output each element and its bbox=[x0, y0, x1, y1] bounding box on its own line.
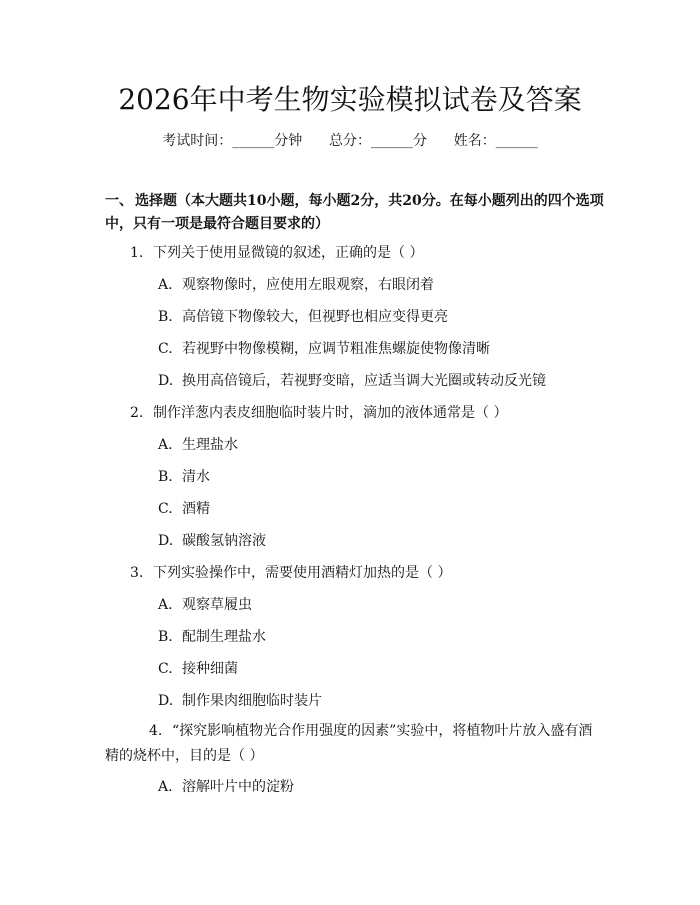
option-text: 溶解叶片中的淀粉 bbox=[182, 779, 294, 795]
question-number: 2. bbox=[130, 405, 144, 421]
option-label: A. bbox=[158, 437, 173, 453]
option-2c bbox=[158, 498, 598, 520]
option-2a bbox=[158, 434, 598, 456]
section-heading-text: 选择题（本大题共10小题，每小题2分，共20分。在每小题列出的四个选项中，只有一项是最符合题目要求的） bbox=[105, 193, 604, 232]
option-text: 配制生理盐水 bbox=[182, 629, 266, 645]
question-number: 4. bbox=[149, 723, 163, 739]
option-text: 接种细菌 bbox=[182, 661, 238, 677]
question-text: 下列关于使用显微镜的叙述，正确的是（ ） bbox=[153, 245, 424, 261]
option-label: A. bbox=[158, 277, 173, 293]
option-3d bbox=[158, 690, 598, 712]
option-label: A. bbox=[158, 779, 173, 795]
question-text: 制作洋葱内表皮细胞临时装片时，滴加的液体通常是（ ） bbox=[153, 405, 508, 421]
option-text: 观察草履虫 bbox=[182, 597, 252, 613]
question-3 bbox=[105, 561, 605, 586]
option-3c bbox=[158, 658, 598, 680]
option-4a bbox=[158, 776, 598, 798]
option-3b bbox=[158, 626, 598, 648]
question-2 bbox=[105, 401, 605, 426]
exam-info-line: 考试时间：______分钟 总分：______分 姓名：______ bbox=[162, 133, 538, 149]
option-2b bbox=[158, 466, 598, 488]
question-number: 3. bbox=[130, 565, 144, 581]
option-label: D. bbox=[158, 533, 174, 549]
option-text: 若视野中物像模糊，应调节粗准焦螺旋使物像清晰 bbox=[182, 341, 490, 357]
section-number: 一、 bbox=[105, 193, 133, 209]
option-label: B. bbox=[158, 629, 173, 645]
option-1d bbox=[158, 370, 598, 392]
option-text: 生理盐水 bbox=[182, 437, 238, 453]
option-label: C. bbox=[158, 501, 173, 517]
option-label: B. bbox=[158, 309, 173, 325]
option-text: 观察物像时，应使用左眼观察，右眼闭着 bbox=[182, 277, 434, 293]
option-text: 制作果肉细胞临时装片 bbox=[182, 693, 322, 709]
page-title: 2026年中考生物实验模拟试卷及答案 bbox=[118, 83, 582, 116]
option-label: C. bbox=[158, 661, 173, 677]
option-1c bbox=[158, 338, 598, 360]
option-label: C. bbox=[158, 341, 173, 357]
question-4 bbox=[105, 719, 605, 769]
question-number: 1. bbox=[130, 245, 144, 261]
option-text: 清水 bbox=[182, 469, 210, 485]
option-1a bbox=[158, 274, 598, 296]
question-1 bbox=[105, 241, 605, 266]
question-text: “探究影响植物光合作用强度的因素”实验中，将植物叶片放入盛有酒精的烧杯中，目的是（ ） bbox=[105, 723, 593, 764]
option-text: 碳酸氢钠溶液 bbox=[182, 533, 266, 549]
option-text: 换用高倍镜后，若视野变暗，应适当调大光圈或转动反光镜 bbox=[182, 373, 546, 389]
option-text: 酒精 bbox=[182, 501, 210, 517]
option-label: A. bbox=[158, 597, 173, 613]
option-1b bbox=[158, 306, 598, 328]
option-text: 高倍镜下物像较大，但视野也相应变得更亮 bbox=[182, 309, 448, 325]
option-label: D. bbox=[158, 373, 174, 389]
option-2d bbox=[158, 530, 598, 552]
option-3a bbox=[158, 594, 598, 616]
option-label: B. bbox=[158, 469, 173, 485]
section-heading bbox=[105, 190, 605, 236]
question-text: 下列实验操作中，需要使用酒精灯加热的是（ ） bbox=[153, 565, 452, 581]
option-label: D. bbox=[158, 693, 174, 709]
